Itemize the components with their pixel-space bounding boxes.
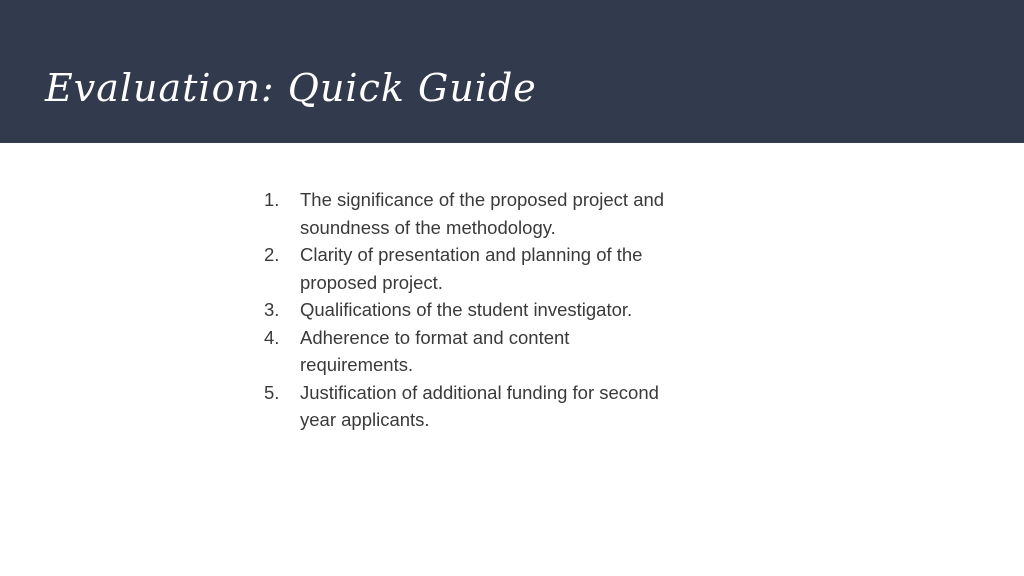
list-item-text: Adherence to format and content requirements. [300,326,570,375]
list-item-text: Qualifications of the student investigator. [300,299,633,320]
list-item-number: 5. [264,381,280,403]
list-item-text: Clarity of presentation and planning of the proposed project. [300,244,643,293]
list-item-text: The significance of the proposed project and soundness of the methodology. [300,189,665,238]
list-item-text: Justification of additional funding for second year applicants. [300,381,659,430]
list-item-number: 3. [264,299,280,320]
list-item [264,324,684,379]
slide-title: Evaluation: Quick Guide [45,66,537,110]
list-item-number: 4. [264,326,280,348]
header-band [0,0,1024,143]
list-item-number: 1. [264,189,280,210]
criteria-list [264,186,684,434]
list-item [264,379,684,434]
list-item [264,241,684,296]
list-item-number: 2. [264,244,280,265]
list-item [264,186,684,241]
list-item [264,296,684,324]
